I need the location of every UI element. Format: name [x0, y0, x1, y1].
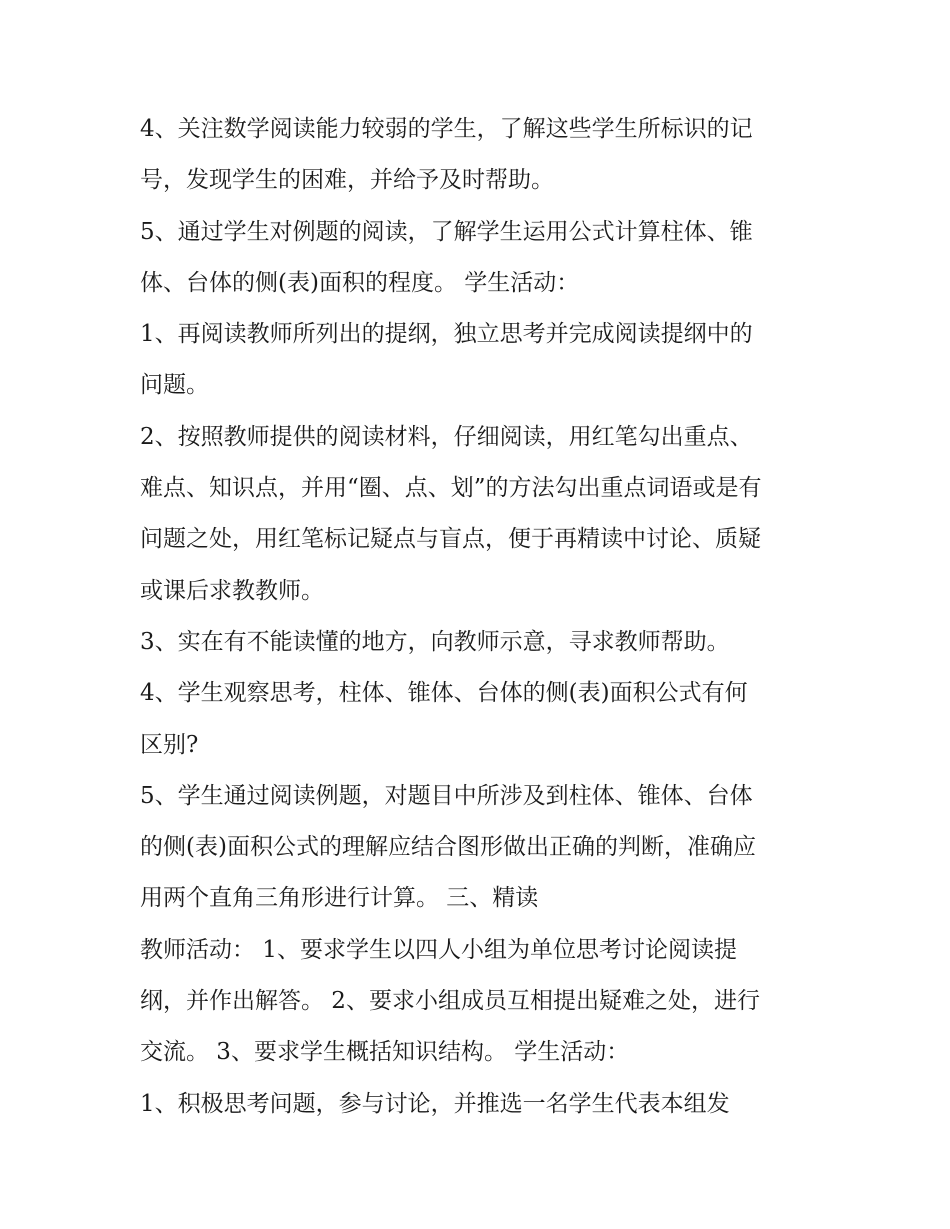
text-line: 纲，并作出解答。 2、要求小组成员互相提出疑难之处，进行 [140, 988, 760, 1015]
text-line: 2、按照教师提供的阅读材料，仔细阅读，用红笔勾出重点、 [140, 423, 753, 450]
text-line: 难点、知识点，并用“圈、点、划”的方法勾出重点词语或是有 [140, 475, 762, 502]
text-line: 5、通过学生对例题的阅读，了解学生运用公式计算柱体、锥 [140, 218, 753, 245]
text-line: 号，发现学生的困难，并给予及时帮助。 [140, 167, 554, 194]
body-text [140, 104, 820, 1130]
text-line: 1、积极思考问题，参与讨论，并推选一名学生代表本组发 [140, 1090, 730, 1117]
text-line: 问题。 [140, 372, 209, 399]
text-line: 或课后求教教师。 [140, 577, 324, 604]
text-line: 5、学生通过阅读例题，对题目中所涉及到柱体、锥体、台体 [140, 782, 753, 809]
text-line: 的侧(表)面积公式的理解应结合图形做出正确的判断，准确应 [140, 834, 756, 861]
text-line: 1、再阅读教师所列出的提纲，独立思考并完成阅读提纲中的 [140, 321, 753, 348]
text-line: 3、实在有不能读懂的地方，向教师示意，寻求教师帮助。 [140, 628, 730, 655]
text-line: 用两个直角三角形进行计算。 三、精读 [140, 885, 539, 912]
text-line: 问题之处，用红笔标记疑点与盲点，便于再精读中讨论、质疑 [140, 526, 761, 553]
text-line: 4、学生观察思考，柱体、锥体、台体的侧(表)面积公式有何 [140, 680, 748, 707]
text-line: 交流。 3、要求学生概括知识结构。 学生活动： [140, 1039, 630, 1066]
text-line: 体、台体的侧(表)面积的程度。 学生活动： [140, 269, 580, 296]
text-line: 区别? [140, 731, 199, 758]
text-line: 教师活动： 1、要求学生以四人小组为单位思考讨论阅读提 [140, 936, 737, 963]
text-line: 4、关注数学阅读能力较弱的学生，了解这些学生所标识的记 [140, 116, 753, 142]
